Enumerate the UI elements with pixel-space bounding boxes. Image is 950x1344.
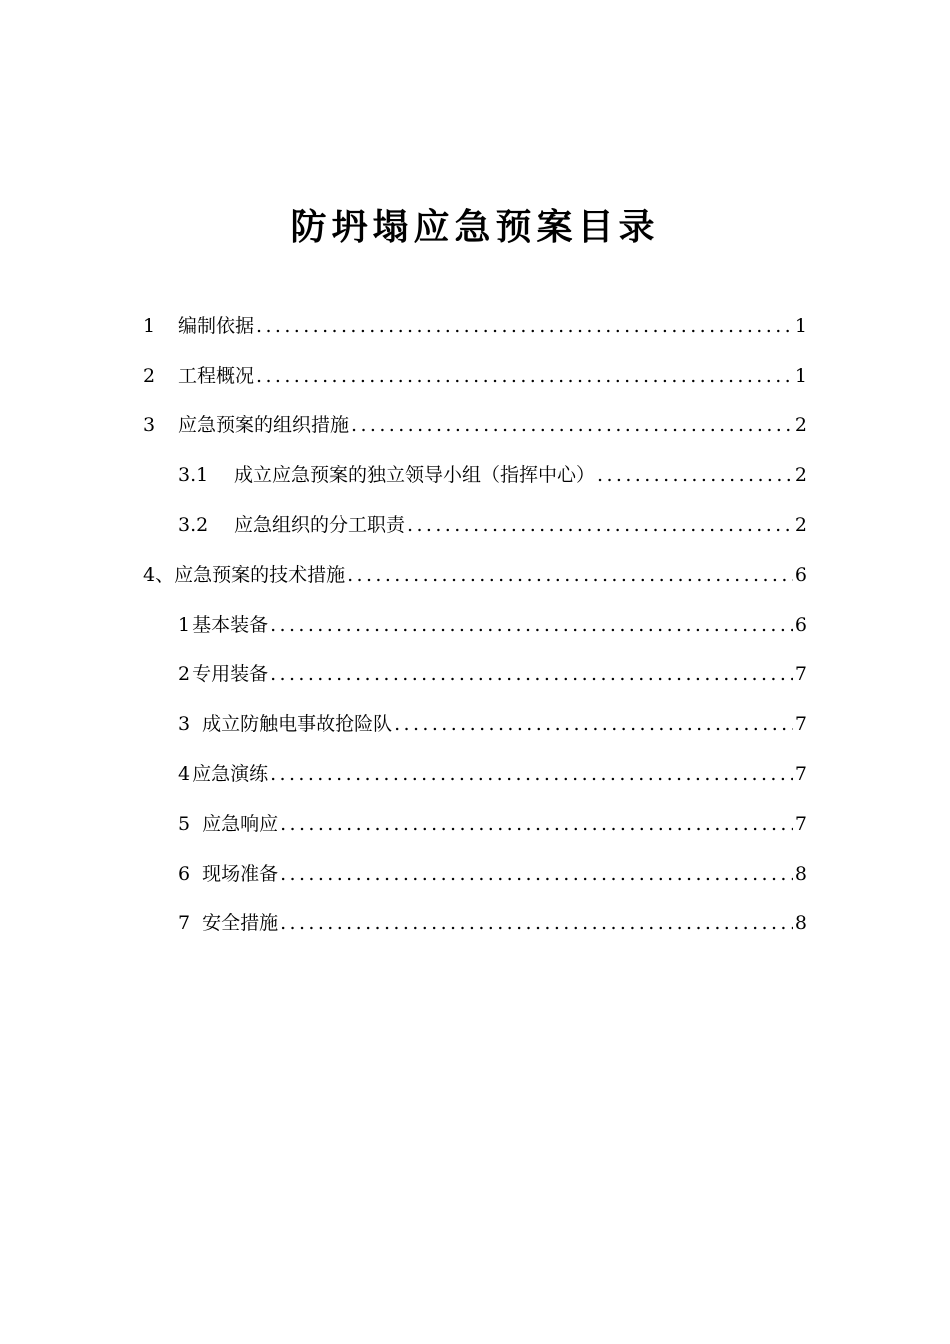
toc-entry-page: 2	[794, 414, 807, 436]
toc-entry-page: 8	[794, 863, 807, 885]
toc-dot-leader	[256, 361, 793, 391]
toc-entry-label: 应急预案的组织措施	[178, 414, 350, 436]
toc-entry-page: 7	[794, 813, 807, 835]
toc-dot-leader	[256, 311, 793, 341]
toc-dot-leader	[280, 859, 793, 889]
toc-dot-leader	[270, 610, 793, 640]
toc-entry-page: 7	[794, 713, 807, 735]
toc-entry[interactable]	[143, 560, 807, 590]
toc-entry-label: 基本装备	[192, 614, 269, 636]
toc-entry[interactable]	[178, 709, 807, 739]
toc-entry-number: 3	[178, 713, 191, 735]
toc-entry[interactable]	[143, 361, 807, 391]
toc-entry-label: 现场准备	[202, 863, 279, 885]
toc-entry-label: 编制依据	[178, 315, 255, 337]
toc-entry-number: 5	[178, 813, 191, 835]
toc-entry-label: 应急预案的技术措施	[174, 564, 346, 586]
toc-entry[interactable]	[178, 460, 807, 490]
toc-entry[interactable]	[178, 759, 807, 789]
toc-dot-leader	[270, 759, 793, 789]
toc-dot-leader	[347, 560, 793, 590]
toc-entry[interactable]	[178, 659, 807, 689]
toc-entry-number: 3	[143, 414, 156, 436]
toc-entry-page: 7	[794, 763, 807, 785]
toc-dot-leader	[407, 510, 793, 540]
toc-entry-number: 7	[178, 912, 191, 934]
toc-dot-leader	[597, 460, 793, 490]
toc-entry-label: 应急演练	[192, 763, 269, 785]
toc-entry-page: 1	[794, 315, 807, 337]
toc-entry-number: 2	[143, 365, 156, 387]
toc-entry[interactable]	[178, 610, 807, 640]
toc-entry-number: 3.1	[178, 464, 209, 486]
toc-dot-leader	[270, 659, 793, 689]
toc-entry-number: 6	[178, 863, 191, 885]
toc-dot-leader	[394, 709, 793, 739]
toc-dot-leader	[280, 809, 793, 839]
toc-entry[interactable]	[143, 311, 807, 341]
toc-entry[interactable]	[178, 859, 807, 889]
toc-entry-number: 1	[178, 614, 191, 636]
toc-entry-page: 1	[794, 365, 807, 387]
toc-dot-leader	[280, 908, 793, 938]
toc-entry-number: 4、	[143, 564, 175, 586]
toc-entry-label: 成立防触电事故抢险队	[202, 713, 393, 735]
toc-entry-label: 工程概况	[178, 365, 255, 387]
toc-entry-label: 安全措施	[202, 912, 279, 934]
toc-entry-number: 1	[143, 315, 156, 337]
toc-entry-page: 2	[794, 514, 807, 536]
page-title: 防坍塌应急预案目录	[290, 207, 660, 248]
toc-entry-label: 应急响应	[202, 813, 279, 835]
toc-entry-label: 应急组织的分工职责	[234, 514, 406, 536]
toc-entry[interactable]	[143, 410, 807, 440]
toc-entry[interactable]	[178, 510, 807, 540]
toc-entry[interactable]	[178, 908, 807, 938]
toc-entry-page: 7	[794, 663, 807, 685]
toc-entry-page: 8	[794, 912, 807, 934]
toc-entry-page: 2	[794, 464, 807, 486]
toc-entry[interactable]	[178, 809, 807, 839]
toc-entry-label: 成立应急预案的独立领导小组（指挥中心）	[234, 464, 596, 486]
toc-entry-number: 2	[178, 663, 191, 685]
toc-entry-page: 6	[794, 564, 807, 586]
toc-entry-number: 4	[178, 763, 191, 785]
toc-entry-label: 专用装备	[192, 663, 269, 685]
toc-entry-page: 6	[794, 614, 807, 636]
toc-entry-number: 3.2	[178, 514, 209, 536]
toc-dot-leader	[351, 410, 793, 440]
